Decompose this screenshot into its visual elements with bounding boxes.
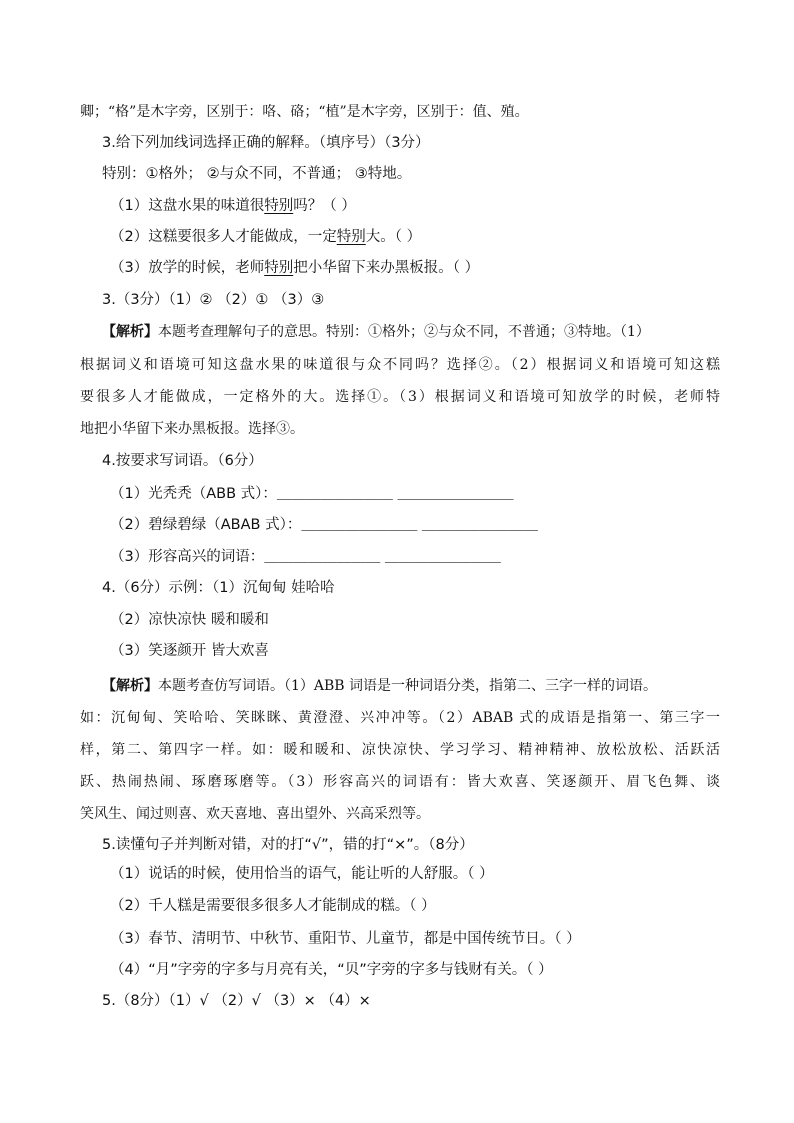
question-3-definitions: 特别：①格外； ②与众不同，不普通； ③特地。 (102, 166, 412, 182)
question-4-analysis-line-4: 跃、热闹热闹、琢磨琢磨等。（3）形容高兴的词语有：皆大欢喜、笑逐颜开、眉飞色舞、谈 (80, 774, 720, 790)
question-5-title: 5.读懂句子并判断对错，对的打“√”，错的打“×”。（8分） (102, 837, 474, 853)
question-3-analysis-line-4: 地把小华留下来办黑板报。选择③。 (80, 421, 304, 437)
question-4-analysis-line-5: 笑风生、闻过则喜、欢天喜地、喜出望外、兴高采烈等。 (80, 806, 430, 822)
question-5-item-4: （4）“月”字旁的字多与月亮有关，“贝”字旁的字多与钱财有关。（ ） (110, 962, 553, 978)
question-3-analysis-line-2: 根据词义和语境可知这盘水果的味道很与众不同吗？选择②。（2）根据词义和语境可知这糕 (80, 357, 720, 373)
question-4-title: 4.按要求写词语。（6分） (102, 453, 263, 469)
sentence-text: （3）放学的时候，老师 (110, 260, 265, 276)
question-4-item-1: （1）光秃秃（ABB 式）：＿＿＿＿＿＿＿＿ ＿＿＿＿＿＿＿＿ (110, 486, 514, 502)
sentence-text: 把小华留下来办黑板报。（ ） (293, 260, 480, 276)
question-3-analysis-line-3: 要很多人才能做成，一定格外的大。选择①。（3）根据词义和语境可知放学的时候，老师特 (80, 389, 720, 405)
underlined-word: 特别 (336, 229, 366, 245)
question-4-item-3: （3）形容高兴的词语：＿＿＿＿＿＿＿＿ ＿＿＿＿＿＿＿＿ (110, 549, 501, 565)
sentence-text: 大。（ ） (365, 229, 422, 245)
question-3-title: 3.给下列加线词选择正确的解释。（填序号）（3分） (102, 135, 430, 151)
question-3-sentence-2 (110, 227, 720, 247)
question-4-answer-1: 4.（6分）示例：（1）沉甸甸 娃哈哈 (102, 580, 335, 596)
question-4-item-2: （2）碧绿碧绿（ABAB 式）：＿＿＿＿＿＿＿＿ ＿＿＿＿＿＿＿＿ (110, 517, 538, 533)
question-4-answer-3: （3）笑逐颜开 皆大欢喜 (110, 643, 269, 659)
analysis-tag: 【解析】 (102, 324, 158, 340)
underlined-word: 特别 (264, 198, 294, 214)
question-4-analysis-line-2: 如：沉甸甸、笑哈哈、笑眯眯、黄澄澄、兴冲冲等。（2）ABAB 式的成语是指第一、第三字一 (80, 710, 720, 726)
analysis-tag: 【解析】 (102, 678, 158, 694)
analysis-text: 本题考查理解句子的意思。特别：①格外；②与众不同，不普通；③特地。（1） (158, 324, 650, 340)
question-4-analysis-line-3: 样，第二、第四字一样。如：暖和暖和、凉快凉快、学习学习、精神精神、放松放松、活跃活 (80, 742, 720, 758)
question-3-answer: 3.（3分）（1）② （2）① （3）③ (102, 292, 325, 308)
underlined-word: 特别 (264, 260, 294, 276)
question-4-analysis-line-1 (102, 676, 722, 696)
question-4-answer-2: （2）凉快凉快 暖和暖和 (110, 612, 269, 628)
question-3-sentence-1 (110, 196, 720, 216)
text-line: 卿；“格”是木字旁，区别于：咯、硌；“植”是木字旁，区别于：值、殖。 (80, 104, 529, 120)
question-3-sentence-3 (110, 258, 720, 278)
sentence-text: （1）这盘水果的味道很 (110, 198, 265, 214)
question-5-item-1: （1）说话的时候，使用恰当的语气，能让听的人舒服。（ ） (110, 866, 494, 882)
analysis-text: 本题考查仿写词语。（1）ABB 词语是一种词语分类，指第二、三字一样的词语。 (158, 678, 658, 694)
question-5-item-2: （2）千人糕是需要很多很多人才能制成的糕。（ ） (110, 898, 436, 914)
question-3-analysis-line-1 (102, 322, 722, 342)
sentence-text: 吗？（ ） (293, 198, 356, 214)
sentence-text: （2）这糕要很多人才能做成，一定 (110, 229, 337, 245)
question-5-answer: 5.（8分）（1）√ （2）√ （3）× （4）× (102, 993, 371, 1009)
question-5-item-3: （3）春节、清明节、中秋节、重阳节、儿童节，都是中国传统节日。（ ） (110, 931, 581, 947)
